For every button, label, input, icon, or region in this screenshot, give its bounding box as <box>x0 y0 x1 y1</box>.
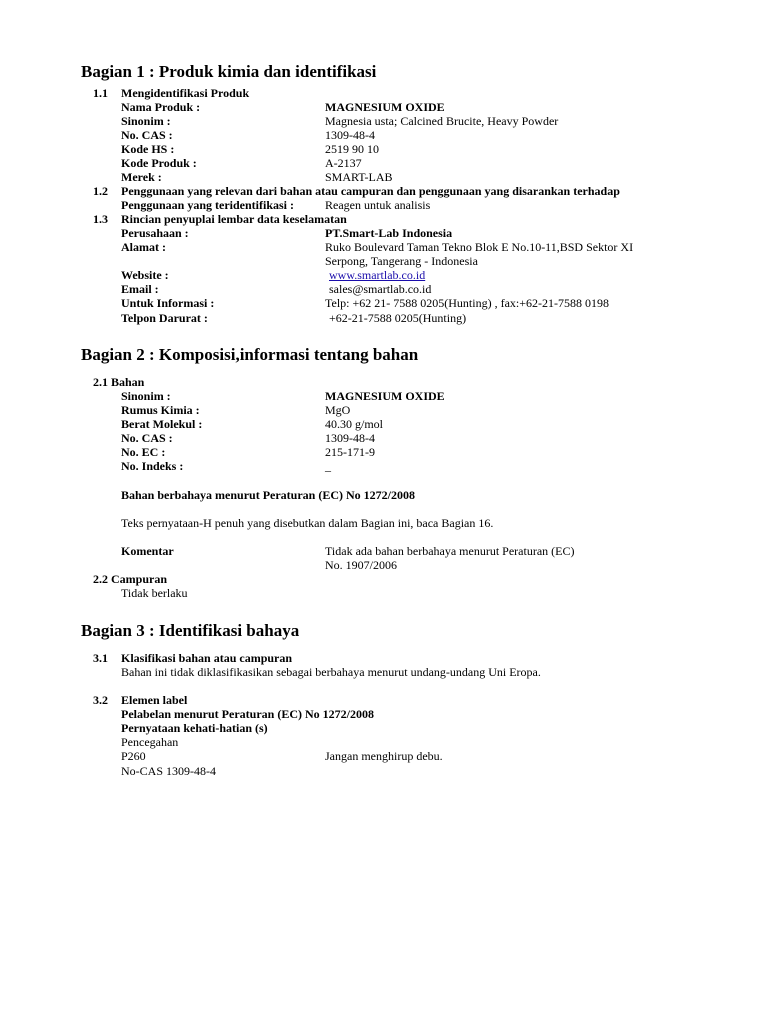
field-value: Magnesia usta; Calcined Brucite, Heavy Powder <box>325 114 559 128</box>
field-label: Sinonim : <box>121 389 171 403</box>
field-value: Tidak ada bahan berbahaya menurut Peraturan (EC) <box>325 544 575 558</box>
field-label: Kode HS : <box>121 142 175 156</box>
subsection-title: Mengidentifikasi Produk <box>121 86 250 100</box>
field-label: Email : <box>121 282 159 296</box>
field-label: P260 <box>121 749 146 763</box>
subsection-title: Penggunaan yang relevan dari bahan atau campuran dan penggunaan yang disarankan terhadap <box>121 184 620 198</box>
field-value: SMART-LAB <box>325 170 393 184</box>
field-value: MAGNESIUM OXIDE <box>325 100 445 114</box>
section-2-heading: Bagian 2 : Komposisi,informasi tentang bahan <box>81 345 419 364</box>
paragraph: Pernyataan kehati-hatian (s) <box>121 721 268 735</box>
subsection-number: 1.3 <box>93 212 108 226</box>
field-value: 1309-48-4 <box>325 128 375 142</box>
section-1-heading: Bagian 1 : Produk kimia dan identifikasi <box>81 62 377 81</box>
field-value: 2519 90 10 <box>325 142 379 156</box>
field-label: No. EC : <box>121 445 166 459</box>
subsection-title: Klasifikasi bahan atau campuran <box>121 651 293 665</box>
subsection-number: 3.1 <box>93 651 108 665</box>
field-value: 215-171-9 <box>325 445 375 459</box>
field-value: Ruko Boulevard Taman Tekno Blok E No.10-11,BSD Sektor XI <box>325 240 634 254</box>
field-label: No. Indeks : <box>121 459 184 473</box>
paragraph: Pelabelan menurut Peraturan (EC) No 1272/2008 <box>121 707 374 721</box>
subsection-title: 2.1 Bahan <box>93 375 145 389</box>
field-value: MgO <box>325 403 351 417</box>
paragraph: Pencegahan <box>121 735 179 749</box>
section-3-heading: Bagian 3 : Identifikasi bahaya <box>81 621 300 640</box>
field-label: Sinonim : <box>121 114 171 128</box>
subsection-title: Rincian penyuplai lembar data keselamatan <box>121 212 347 226</box>
subsection-title: 2.2 Campuran <box>93 572 168 586</box>
field-value: No. 1907/2006 <box>325 558 397 572</box>
field-label: Website : <box>121 268 169 282</box>
field-value: 40.30 g/mol <box>325 417 384 431</box>
paragraph: Tidak berlaku <box>121 586 188 600</box>
field-value: A-2137 <box>325 156 362 170</box>
field-value: Serpong, Tangerang - Indonesia <box>325 254 478 268</box>
field-label: Kode Produk : <box>121 156 197 170</box>
field-value: +62-21-7588 0205(Hunting) <box>329 311 467 325</box>
field-label: Merek : <box>121 170 162 184</box>
subsection-number: 1.1 <box>93 86 108 100</box>
field-label: Untuk Informasi : <box>121 296 215 310</box>
field-label: Komentar <box>121 544 174 558</box>
paragraph: No-CAS 1309-48-4 <box>121 764 216 778</box>
field-value: _ <box>325 459 331 473</box>
website-link[interactable]: www.smartlab.co.id <box>329 268 426 282</box>
subsection-number: 3.2 <box>93 693 108 707</box>
paragraph: Bahan ini tidak diklasifikasikan sebagai berbahaya menurut undang-undang Uni Eropa. <box>121 665 541 679</box>
hazard-heading: Bahan berbahaya menurut Peraturan (EC) No 1272/2008 <box>121 488 416 502</box>
field-label: Alamat : <box>121 240 166 254</box>
field-value: MAGNESIUM OXIDE <box>325 389 445 403</box>
field-label: Penggunaan yang teridentifikasi : <box>121 198 295 212</box>
field-value: Jangan menghirup debu. <box>325 749 443 763</box>
field-value: Reagen untuk analisis <box>325 198 431 212</box>
field-label: Perusahaan : <box>121 226 189 240</box>
paragraph: Teks pernyataan-H penuh yang disebutkan dalam Bagian ini, baca Bagian 16. <box>121 516 494 530</box>
field-label: Berat Molekul : <box>121 417 203 431</box>
field-value: Telp: +62 21- 7588 0205(Hunting) , fax:+62-21-7588 0198 <box>325 296 609 310</box>
field-value: 1309-48-4 <box>325 431 375 445</box>
subsection-number: 1.2 <box>93 184 108 198</box>
field-label: Rumus Kimia : <box>121 403 200 417</box>
field-value: sales@smartlab.co.id <box>329 282 432 296</box>
field-label: Nama Produk : <box>121 100 201 114</box>
field-label: Telpon Darurat : <box>121 311 208 325</box>
subsection-title: Elemen label <box>121 693 188 707</box>
field-value: PT.Smart-Lab Indonesia <box>325 226 453 240</box>
field-label: No. CAS : <box>121 431 173 445</box>
field-label: No. CAS : <box>121 128 173 142</box>
